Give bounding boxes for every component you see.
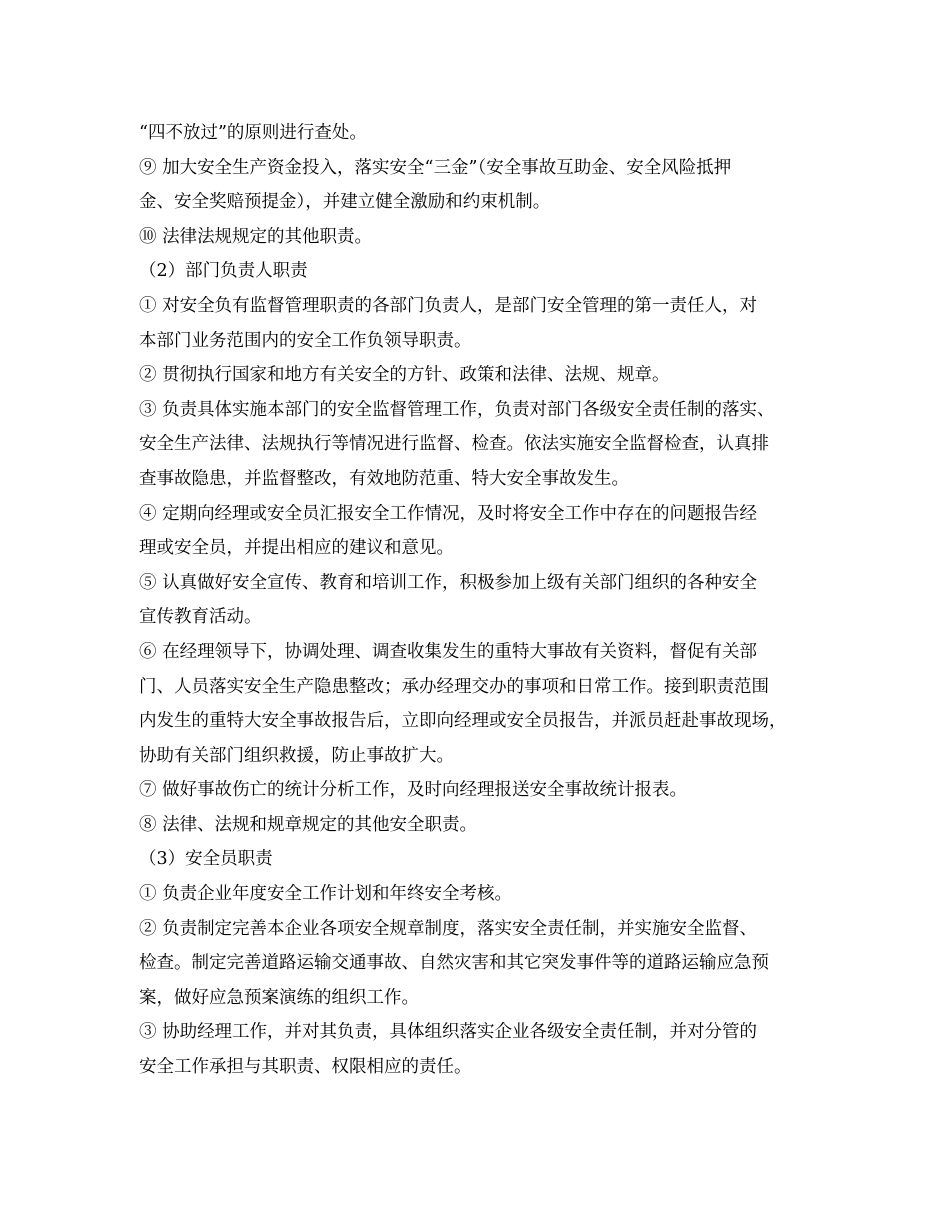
text-line: 内发生的重特大安全事故报告后，立即向经理或安全员报告，并派员赶赴事故现场，: [139, 711, 787, 732]
text-line: 安全生产法律、法规执行等情况进行监督、检查。依法实施安全监督检查，认真排: [139, 434, 769, 455]
text-line: 查事故隐患，并监督整改，有效地防范重、特大安全事故发生。: [139, 468, 629, 489]
text-line: ⑤ 认真做好安全宣传、教育和培训工作，积极参加上级有关部门组织的各种安全: [139, 572, 758, 593]
section-heading: （3）安全员职责: [139, 849, 273, 870]
text-line: ② 贯彻执行国家和地方有关安全的方针、政策和法律、法规、规章。: [139, 365, 670, 386]
text-line: 检查。制定完善道路运输交通事故、自然灾害和其它突发事件等的道路运输应急预: [139, 953, 769, 974]
text-line: 理或安全员，并提出相应的建议和意见。: [139, 538, 454, 559]
text-line: 金、安全奖赔预提金），并建立健全激励和约束机制。: [139, 192, 551, 213]
text-line: ⑥ 在经理领导下，协调处理、调查收集发生的重特大事故有关资料，督促有关部: [139, 641, 758, 662]
text-line: 协助有关部门组织救援，防止事故扩大。: [139, 745, 454, 766]
text-line: ① 负责企业年度安全工作计划和年终安全考核。: [139, 884, 513, 905]
text-line: 案，做好应急预案演练的组织工作。: [139, 987, 419, 1008]
text-line: ② 负责制定完善本企业各项安全规章制度，落实安全责任制，并实施安全监督、: [139, 918, 758, 939]
document-body: [139, 116, 819, 1085]
text-line: 本部门业务范围内的安全工作负领导职责。: [139, 330, 472, 351]
text-line: ③ 协助经理工作，并对其负责，具体组织落实企业各级安全责任制，并对分管的: [139, 1022, 758, 1043]
text-line: 宣传教育活动。: [139, 607, 262, 628]
text-line: ⑦ 做好事故伤亡的统计分析工作，及时向经理报送安全事故统计报表。: [139, 780, 688, 801]
text-line: ④ 定期向经理或安全员汇报安全工作情况，及时将安全工作中存在的问题报告经: [139, 503, 758, 524]
text-line: ⑧ 法律、法规和规章规定的其他安全职责。: [139, 814, 478, 835]
text-line: ① 对安全负有监督管理职责的各部门负责人，是部门安全管理的第一责任人，对: [139, 295, 758, 316]
text-line: 门、人员落实安全生产隐患整改；承办经理交办的事项和日常工作。接到职责范围: [139, 676, 769, 697]
text-line: ③ 负责具体实施本部门的安全监督管理工作，负责对部门各级安全责任制的落实、: [139, 399, 775, 420]
text-line: ⑨ 加大安全生产资金投入，落实安全“三金”（安全事故互助金、安全风险抵押: [139, 157, 732, 178]
text-line: ⑩ 法律法规规定的其他职责。: [139, 226, 373, 247]
section-heading: （2）部门负责人职责: [139, 261, 308, 282]
text-line: 安全工作承担与其职责、权限相应的责任。: [139, 1057, 472, 1078]
text-line: “四不放过”的原则进行查处。: [139, 123, 367, 143]
